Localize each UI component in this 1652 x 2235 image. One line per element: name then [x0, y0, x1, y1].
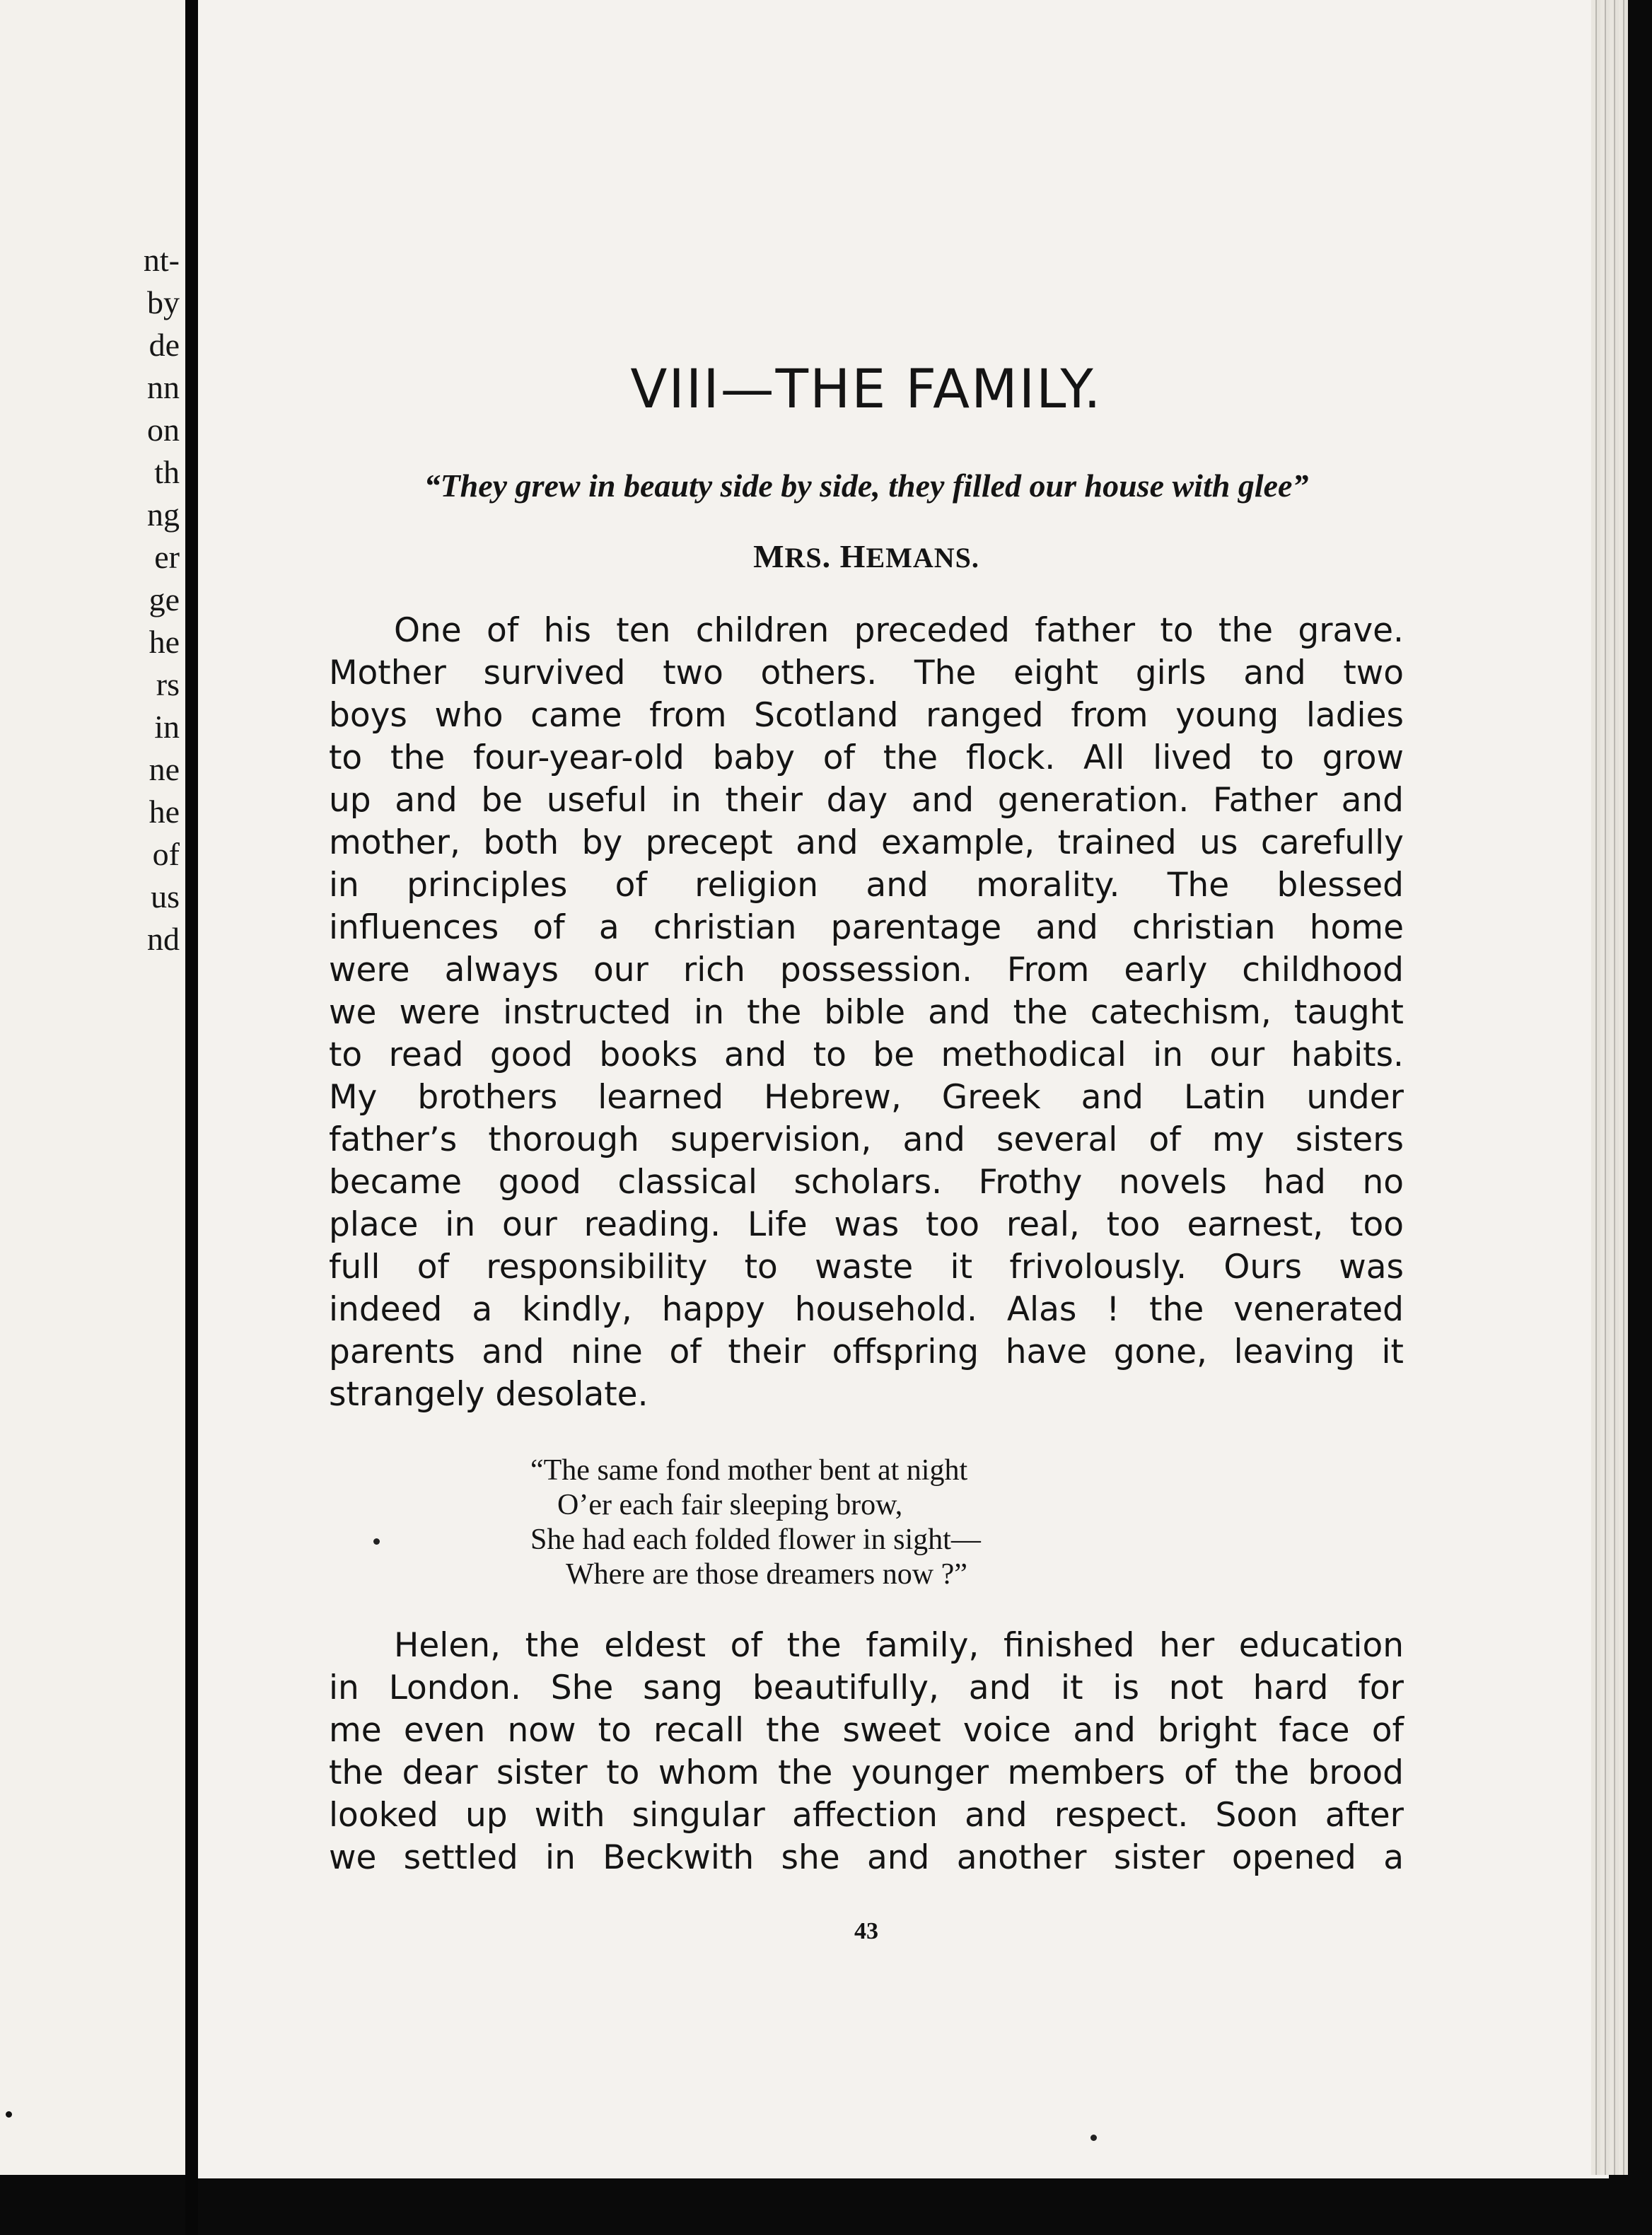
- text-line: Mother survived two others. The eight girls and two: [329, 654, 1404, 692]
- speck: [1090, 2135, 1097, 2141]
- text-line: place in our reading. Life was too real, too earnest, too: [329, 1205, 1404, 1244]
- page-edges: [1591, 0, 1628, 2175]
- text-line: mother, both by precept and example, trained us carefully: [329, 823, 1404, 862]
- text-line: parents and nine of their offspring have gone, leaving it: [329, 1333, 1404, 1371]
- left-page-fragment: by: [147, 284, 180, 320]
- text-line: full of responsibility to waste it frivolously. Ours was: [329, 1248, 1404, 1287]
- text-line: influences of a christian parentage and christian home: [329, 908, 1404, 947]
- text-line: One of his ten children preceded father to the grave.: [394, 611, 1404, 650]
- left-page-fragment: of: [152, 836, 180, 872]
- text-line: indeed a kindly, happy household. Alas ! the venerated: [329, 1290, 1404, 1329]
- text-line: became good classical scholars. Frothy novels had no: [329, 1163, 1404, 1202]
- poem-line: She had each folded flower in sight—: [530, 1523, 981, 1556]
- text-line: Helen, the eldest of the family, finished her education: [394, 1626, 1404, 1665]
- left-page-fragment: in: [154, 709, 180, 745]
- text-line: looked up with singular affection and respect. Soon after: [329, 1796, 1404, 1835]
- left-page-fragment: ne: [149, 751, 180, 787]
- left-page-fragment: on: [147, 412, 180, 448]
- text-line: we were instructed in the bible and the catechism, taught: [329, 993, 1404, 1032]
- text-line: me even now to recall the sweet voice and bright face of: [329, 1711, 1404, 1750]
- page-number: 43: [854, 1918, 878, 1944]
- text-line: father’s thorough supervision, and several of my sisters: [329, 1120, 1404, 1159]
- speck: [6, 2111, 12, 2118]
- text-line: to read good books and to be methodical in our habits.: [329, 1035, 1404, 1074]
- speck: [373, 1538, 380, 1545]
- text-line: we settled in Beckwith she and another sister opened a: [329, 1838, 1404, 1877]
- left-page-fragment: he: [149, 794, 180, 830]
- binding-gutter: [185, 0, 198, 2235]
- epigraph-attribution: MRS. HEMANS.: [753, 538, 979, 574]
- left-page-fragment: ge: [149, 581, 180, 617]
- left-page-fragment: nd: [147, 921, 180, 957]
- text-line: up and be useful in their day and generation. Father and: [329, 781, 1404, 820]
- text-line: the dear sister to whom the younger members of the brood: [329, 1753, 1404, 1792]
- left-facing-page: [0, 0, 185, 2175]
- left-page-fragment: th: [154, 454, 180, 490]
- left-page-fragment: ng: [147, 497, 180, 533]
- text-line: strangely desolate.: [329, 1375, 648, 1414]
- text-line: boys who came from Scotland ranged from young ladies: [329, 696, 1404, 735]
- left-page-fragment: he: [149, 624, 180, 660]
- text-line: were always our rich possession. From early childhood: [329, 951, 1404, 989]
- poem-line: Where are those dreamers now ?”: [566, 1558, 967, 1591]
- book-page: [198, 0, 1609, 2178]
- left-page-fragment: nn: [147, 369, 180, 405]
- text-line: in London. She sang beautifully, and it is not hard for: [329, 1668, 1404, 1707]
- text-line: to the four-year-old baby of the flock. All lived to grow: [329, 738, 1404, 777]
- chapter-title: VIII—THE FAMILY.: [630, 357, 1103, 420]
- poem-line: O’er each fair sleeping brow,: [557, 1489, 903, 1521]
- epigraph-quote: “They grew in beauty side by side, they filled our house with glee”: [424, 468, 1309, 504]
- left-page-fragment: nt-: [143, 242, 180, 278]
- left-page-fragment: de: [149, 327, 180, 363]
- poem-stanza: [530, 1453, 1139, 1592]
- text-line: in principles of religion and morality. The blessed: [329, 866, 1404, 905]
- left-page-fragment: er: [154, 539, 180, 575]
- poem-line: “The same fond mother bent at night: [530, 1454, 968, 1487]
- text-line: My brothers learned Hebrew, Greek and Latin under: [329, 1078, 1404, 1117]
- left-page-fragment: rs: [156, 666, 180, 702]
- left-page-fragment: us: [151, 878, 180, 915]
